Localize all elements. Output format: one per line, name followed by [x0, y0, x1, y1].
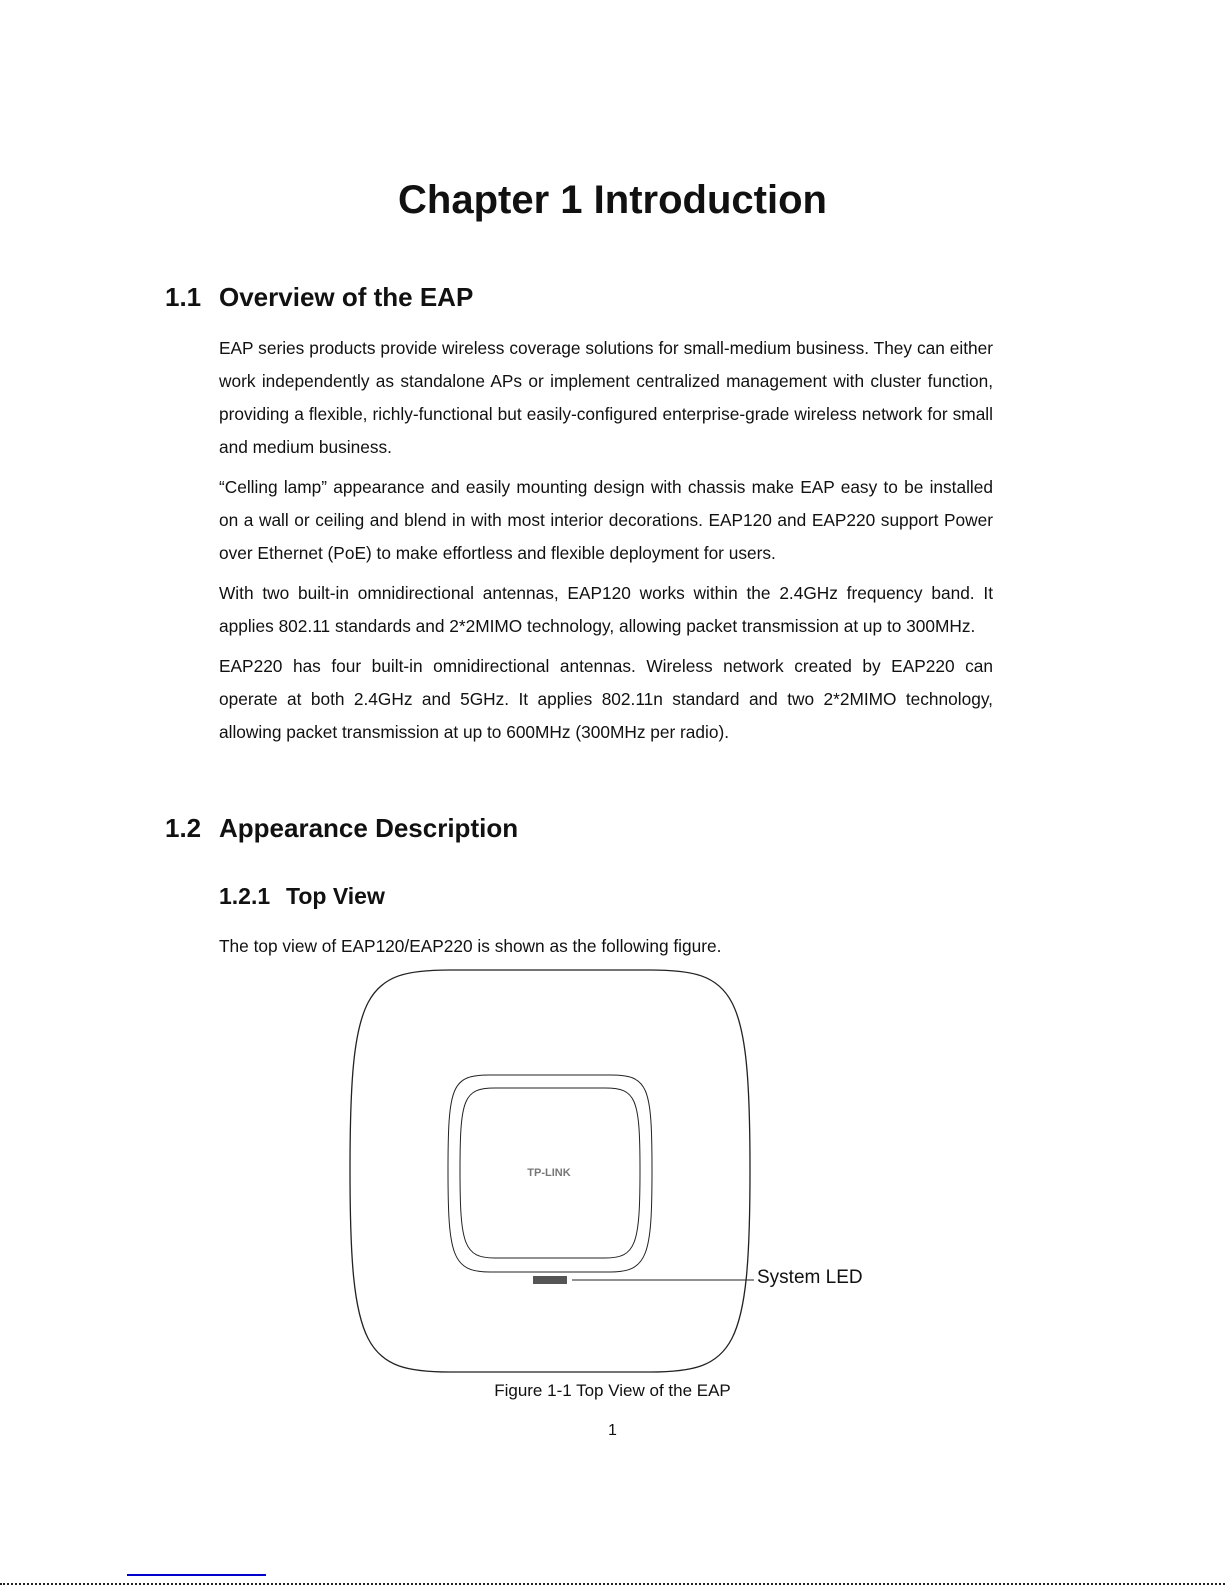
section-title: Overview of the EAP: [219, 282, 474, 312]
page-number: 1: [608, 1422, 617, 1439]
subsection-number: 1.2.1: [219, 883, 271, 909]
paragraph: With two built-in omnidirectional antennas, EAP120 works within the 2.4GHz frequency band. It applies 802.11 standards and 2*2MIMO technology, allowing packet transmission at up to 300MHz.: [219, 583, 993, 636]
section-number: 1.2: [165, 813, 202, 843]
figure-caption: Figure 1-1 Top View of the EAP: [494, 1381, 731, 1400]
chapter-title: Chapter 1 Introduction: [398, 178, 827, 222]
top-view-intro: The top view of EAP120/EAP220 is shown as the following figure.: [219, 936, 722, 956]
footer-blue-rule: [127, 1574, 266, 1576]
subsection-title: Top View: [286, 883, 385, 909]
system-led: [533, 1276, 567, 1284]
section-title: Appearance Description: [219, 813, 519, 843]
paragraph: EAP220 has four built-in omnidirectional antennas. Wireless network created by EAP220 can operate at both 2.4GHz and 5GHz. It applies 802.11n standard and two 2*2MIMO technology, allowing packet transmission at up to 600MHz (300MHz per radio).: [219, 656, 993, 742]
system-led-label: System LED: [757, 1267, 863, 1288]
paragraph: “Celling lamp” appearance and easily mounting design with chassis make EAP easy to be installed on a wall or ceiling and blend in with most interior decorations. EAP120 and EAP220 support Power over Ethernet (PoE) to make effortless and flexible deployment for users.: [219, 477, 993, 563]
section-number: 1.1: [165, 282, 202, 312]
tp-link-logo: TP-LINK: [527, 1167, 571, 1179]
paragraph: EAP series products provide wireless coverage solutions for small-medium business. They can either work independently as standalone APs or implement centralized management with cluster function, providing a flexible, richly-functional but easily-configured enterprise-grade wireless network for small and medium business.: [219, 338, 993, 457]
